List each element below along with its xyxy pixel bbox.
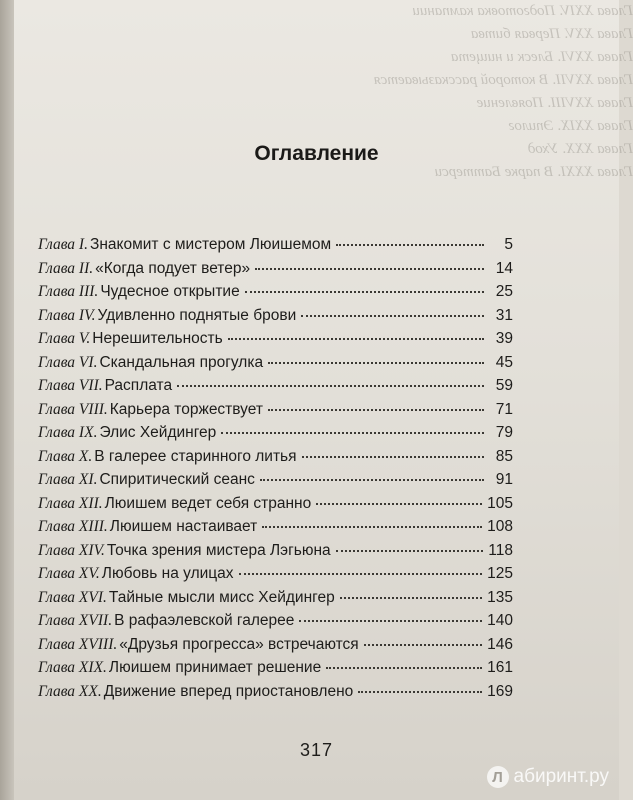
chapter-label: Глава XVI. xyxy=(38,588,107,606)
bleed-through-line: Глава XXVI. Блеск и нищета xyxy=(450,49,633,65)
toc-entry xyxy=(38,636,513,660)
chapter-page-number: 39 xyxy=(495,330,513,347)
chapter-page-number: 59 xyxy=(495,377,513,394)
bleed-through-line: Глава XXX. Уход xyxy=(527,141,633,157)
toc-entry xyxy=(38,565,513,589)
chapter-label: Глава VIII. xyxy=(38,400,108,418)
dot-leader xyxy=(299,620,482,622)
toc-entry xyxy=(38,448,513,472)
chapter-title: Чудесное открытие xyxy=(100,283,240,300)
dot-leader xyxy=(316,503,482,505)
dot-leader xyxy=(358,691,482,693)
watermark-logo xyxy=(487,766,609,788)
watermark-text: абиринт.ру xyxy=(513,766,609,787)
chapter-title: Карьера торжествует xyxy=(109,400,263,418)
chapter-title: Тайные мысли мисс Хейдингер xyxy=(108,588,335,606)
chapter-label: Глава X. xyxy=(38,447,93,465)
page-title: Оглавление xyxy=(254,142,379,165)
chapter-label: Глава XIII. xyxy=(38,518,108,535)
table-of-contents xyxy=(38,236,513,706)
dot-leader xyxy=(221,432,484,434)
chapter-title: Точка зрения мистера Лэгьюна xyxy=(106,541,331,559)
chapter-label: Глава XX. xyxy=(38,682,102,700)
chapter-page-number: 85 xyxy=(495,447,513,465)
chapter-label: Глава XVII. xyxy=(38,612,113,629)
chapter-page-number: 91 xyxy=(495,471,513,488)
page-number: 317 xyxy=(299,740,334,760)
chapter-title: Знакомит с мистером Люишемом xyxy=(89,236,332,253)
dot-leader xyxy=(228,338,484,340)
chapter-label: Глава IV. xyxy=(38,306,96,324)
toc-entry xyxy=(38,612,513,636)
dot-leader xyxy=(260,479,484,481)
bleed-through-line: Глава XXV. Первая битва xyxy=(470,26,633,42)
chapter-label: Глава XIV. xyxy=(38,541,105,559)
chapter-page-number: 25 xyxy=(495,283,513,300)
bleed-through-line: Глава XXIV. Подготовка кампании xyxy=(412,3,633,19)
dot-leader xyxy=(340,597,482,599)
chapter-title: В рафаэлевской галерее xyxy=(114,612,295,629)
chapter-page-number: 169 xyxy=(487,682,513,700)
dot-leader xyxy=(239,573,483,575)
chapter-title: Движение вперед приостановлено xyxy=(103,682,354,700)
chapter-title: Нерешительность xyxy=(92,330,223,347)
chapter-page-number: 135 xyxy=(487,588,513,606)
dot-leader xyxy=(302,456,484,458)
toc-entry xyxy=(38,424,513,448)
chapter-label: Глава XI. xyxy=(38,471,98,488)
toc-entry xyxy=(38,236,513,260)
chapter-label: Глава IX. xyxy=(38,424,98,441)
chapter-title: Расплата xyxy=(104,377,173,394)
toc-entry xyxy=(38,495,513,519)
dot-leader xyxy=(364,644,482,646)
toc-entry xyxy=(38,307,513,331)
bleed-through-text xyxy=(184,0,633,230)
labirint-logo-icon: Л xyxy=(487,766,509,788)
chapter-title: Люишем принимает решение xyxy=(108,659,322,676)
toc-entry xyxy=(38,518,513,542)
chapter-label: Глава II. xyxy=(38,259,94,277)
dot-leader xyxy=(245,291,484,293)
chapter-title: Удивленно поднятые брови xyxy=(97,306,297,324)
dot-leader xyxy=(268,362,484,364)
chapter-label: Глава VI. xyxy=(38,353,98,371)
dot-leader xyxy=(326,667,482,669)
book-page xyxy=(14,0,633,800)
dot-leader xyxy=(336,244,484,246)
chapter-title: Любовь на улицах xyxy=(101,565,234,582)
bleed-through-line: Глава XXVII. В которой рассказывается xyxy=(373,72,633,88)
chapter-title: «Когда подует ветер» xyxy=(95,259,251,277)
chapter-page-number: 71 xyxy=(495,400,513,418)
chapter-label: Глава VII. xyxy=(38,377,103,394)
chapter-page-number: 105 xyxy=(487,494,513,512)
bleed-through-line: Глава XXVIII. Появление xyxy=(476,95,633,111)
chapter-label: Глава XIX. xyxy=(38,659,107,676)
chapter-title: Скандальная прогулка xyxy=(99,353,264,371)
toc-entry xyxy=(38,377,513,401)
chapter-label: Глава XII. xyxy=(38,494,103,512)
dot-leader xyxy=(177,385,484,387)
toc-entry xyxy=(38,283,513,307)
chapter-label: Глава I. xyxy=(38,236,88,253)
bleed-through-line: Глава XXXI. В парке Баттерси xyxy=(434,164,633,180)
chapter-label: Глава XVIII. xyxy=(38,635,118,653)
toc-entry xyxy=(38,330,513,354)
dot-leader xyxy=(255,268,484,270)
chapter-title: «Друзья прогресса» встречаются xyxy=(119,635,359,653)
bleed-through-line: Глава XXIX. Эпилог xyxy=(508,118,633,134)
chapter-label: Глава XV. xyxy=(38,565,100,582)
chapter-page-number: 125 xyxy=(487,565,513,582)
dot-leader xyxy=(301,315,484,317)
toc-entry xyxy=(38,471,513,495)
toc-entry xyxy=(38,542,513,566)
chapter-label: Глава III. xyxy=(38,283,99,300)
chapter-page-number: 108 xyxy=(487,518,513,535)
chapter-label: Глава V. xyxy=(38,330,91,347)
chapter-title: Спиритический сеанс xyxy=(99,471,255,488)
chapter-page-number: 31 xyxy=(495,306,513,324)
chapter-title: Люишем настаивает xyxy=(109,518,258,535)
dot-leader xyxy=(262,526,482,528)
chapter-title: Люишем ведет себя странно xyxy=(104,494,312,512)
chapter-page-number: 79 xyxy=(495,424,513,441)
chapter-page-number: 5 xyxy=(504,236,513,253)
chapter-page-number: 161 xyxy=(487,659,513,676)
chapter-title: В галерее старинного литья xyxy=(94,447,297,465)
toc-entry xyxy=(38,260,513,284)
chapter-page-number: 14 xyxy=(495,259,513,277)
chapter-page-number: 140 xyxy=(487,612,513,629)
chapter-page-number: 146 xyxy=(487,635,513,653)
dot-leader xyxy=(268,409,484,411)
chapter-page-number: 118 xyxy=(488,541,513,559)
chapter-title: Элис Хейдингер xyxy=(99,424,217,441)
toc-entry xyxy=(38,401,513,425)
toc-entry xyxy=(38,683,513,707)
toc-entry xyxy=(38,589,513,613)
toc-entry xyxy=(38,659,513,683)
chapter-page-number: 45 xyxy=(495,353,513,371)
toc-entry xyxy=(38,354,513,378)
dot-leader xyxy=(336,550,484,552)
